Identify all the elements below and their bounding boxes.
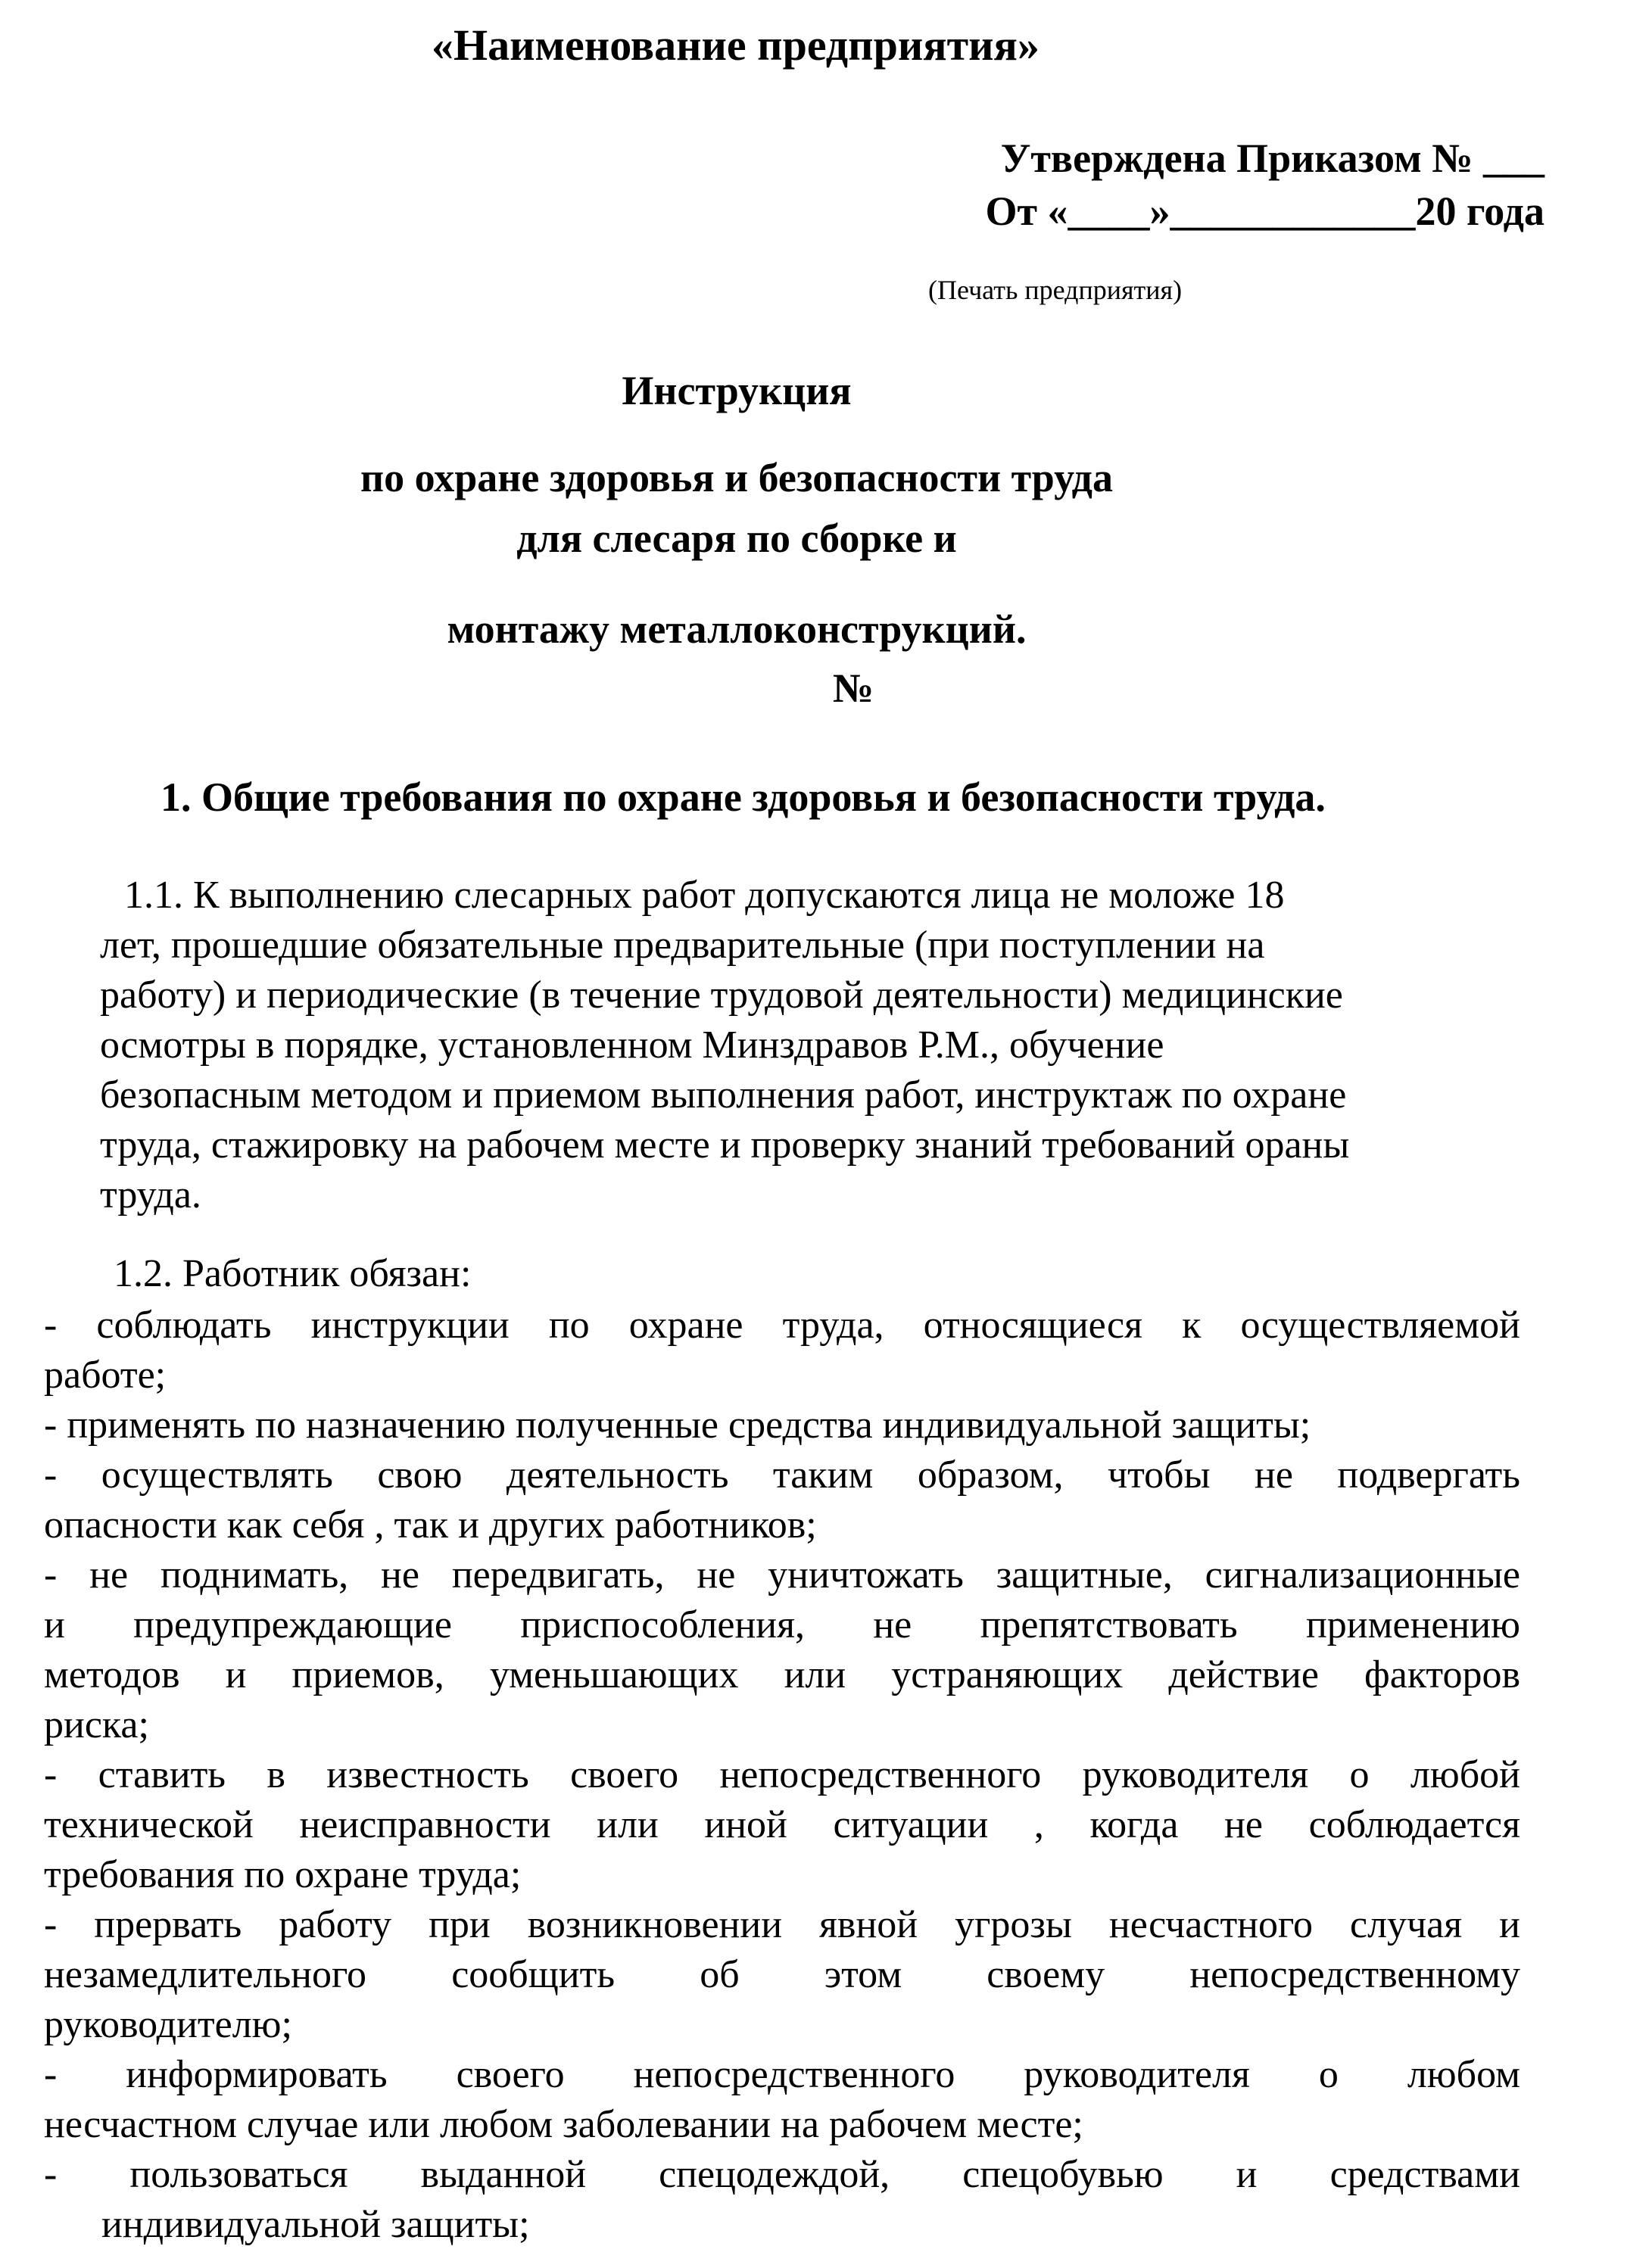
- paragraph-1-1-line: труда, стажировку на рабочем месте и проверку знаний требований ораны: [100, 1123, 1350, 1167]
- list-item-line: - информировать своего непосредственного руководителя о любом: [44, 2053, 1520, 2096]
- list-item-line: - осуществлять свою деятельность таким образом, чтобы не подвергать: [44, 1453, 1520, 1497]
- list-item: [44, 1750, 1520, 1900]
- list-item: [44, 1450, 1520, 1550]
- paragraph-1-1: [100, 871, 1523, 1220]
- list-item-line: риска;: [44, 1703, 149, 1746]
- list-item-line: методов и приемов, уменьшающих или устраняющих действие факторов: [44, 1653, 1520, 1696]
- doc-subtitle-line-2: для слесаря по сборке и: [516, 516, 957, 561]
- list-item-line: несчастном случае или любом заболевании на рабочем месте;: [44, 2103, 1083, 2146]
- duties-list: [44, 1301, 1520, 2250]
- list-item-line: технической неисправности или иной ситуации , когда не соблюдается: [44, 1803, 1520, 1846]
- list-item-line: - не поднимать, не передвигать, не уничтожать защитные, сигнализационные: [44, 1553, 1520, 1597]
- list-item-line: работе;: [44, 1354, 167, 1397]
- paragraph-1-1-line: 1.1. К выполнению слесарных работ допускаются лица не моложе 18: [124, 874, 1285, 917]
- seal-note: (Печать предприятия): [928, 275, 1183, 305]
- paragraph-1-1-line: безопасным методом и приемом выполнения работ, инструктаж по охране: [100, 1073, 1347, 1117]
- list-item-line: - пользоваться выданной спецодеждой, спецобувью и средствами: [44, 2153, 1520, 2196]
- doc-title: Инструкция: [622, 368, 852, 413]
- doc-number-sign: №: [832, 665, 874, 711]
- list-item: [44, 1301, 1520, 1400]
- doc-subtitle-line-3: монтажу металлоконструкций.: [447, 606, 1027, 652]
- list-item-line: - применять по назначению полученные средства индивидуальной защиты;: [44, 1403, 1311, 1447]
- list-item: [44, 2150, 1520, 2250]
- paragraph-1-1-line: труда.: [100, 1173, 201, 1217]
- list-item-line: - ставить в известность своего непосредственного руководителя о любой: [44, 1753, 1520, 1796]
- doc-subtitle-line-1: по охране здоровья и безопасности труда: [360, 455, 1114, 500]
- paragraph-1-2: 1.2. Работник обязан:: [114, 1252, 472, 1295]
- list-item: [44, 2050, 1520, 2150]
- organization-title: «Наименование предприятия»: [432, 20, 1040, 70]
- list-item: [44, 1550, 1520, 1750]
- list-item-line: незамедлительного сообщить об этом своему непосредственному: [44, 1953, 1520, 1996]
- list-item-line: индивидуальной защиты;: [101, 2203, 530, 2246]
- paragraph-1-1-line: осмотры в порядке, установленном Минздравов Р.М., обучение: [100, 1023, 1164, 1067]
- list-item: [44, 1400, 1520, 1450]
- list-item-line: требования по охране труда;: [44, 1853, 522, 1896]
- approval-order-line: Утверждена Приказом № ___: [1000, 136, 1544, 181]
- list-item-line: и предупреждающие приспособления, не препятствовать применению: [44, 1603, 1520, 1646]
- list-item-line: - соблюдать инструкции по охране труда, относящиеся к осуществляемой: [44, 1304, 1520, 1347]
- list-item: [44, 1900, 1520, 2050]
- paragraph-1-1-line: лет, прошедшие обязательные предварительные (при поступлении на: [100, 924, 1265, 967]
- list-item-line: опасности как себя , так и других работников;: [44, 1503, 817, 1547]
- approval-date-line: От «____»____________20 года: [985, 188, 1544, 234]
- list-item-line: руководителю;: [44, 2003, 292, 2046]
- section-1-heading: 1. Общие требования по охране здоровья и безопасности труда.: [161, 774, 1326, 820]
- paragraph-1-1-line: работу) и периодические (в течение трудовой деятельности) медицинские: [100, 974, 1343, 1017]
- list-item-line: - прервать работу при возникновении явной угрозы несчастного случая и: [44, 1903, 1520, 1946]
